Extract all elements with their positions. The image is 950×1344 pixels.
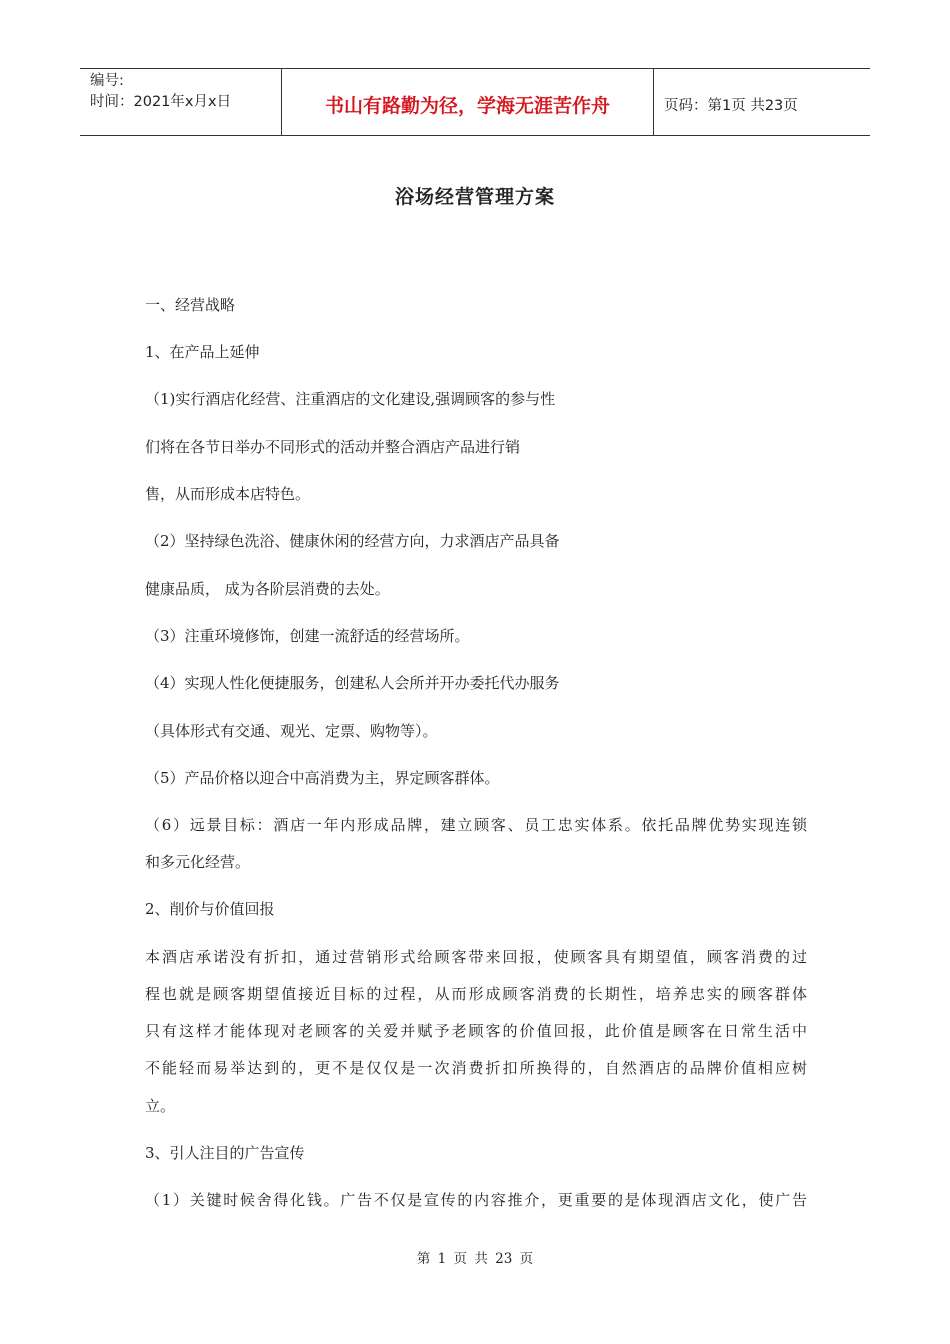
text-line: （5）产品价格以迎合中高消费为主，界定顾客群体。: [145, 769, 500, 787]
header-page-info: 页码：第1页 共23页: [664, 97, 798, 114]
date-label: 时间：2021年x月x日: [90, 94, 232, 110]
text-line: （4）实现人性化便捷服务，创建私人会所并开办委托代办服务: [145, 674, 560, 692]
page-header: [80, 68, 870, 136]
text-line: （2）坚持绿色洗浴、健康休闲的经营方向，力求酒店产品具备: [145, 532, 560, 550]
text-line: （3）注重环境修饰，创建一流舒适的经营场所。: [145, 627, 470, 645]
text-line: 不能轻而易举达到的，更不是仅仅是一次消费折扣所换得的，自然酒店的品牌价值相应树: [145, 1059, 807, 1077]
section-heading: 一、经营战略: [145, 296, 236, 314]
text-line: 本酒店承诺没有折扣，通过营销形式给顾客带来回报，使顾客具有期望值，顾客消费的过: [145, 948, 807, 966]
text-line: （1）关键时候舍得化钱。广告不仅是宣传的内容推介，更重要的是体现酒店文化，使广告: [145, 1191, 807, 1209]
page-footer: 第 1 页 共 23 页: [416, 1251, 534, 1267]
text-line: 健康品质， 成为各阶层消费的去处。: [145, 580, 390, 598]
text-line: （1)实行酒店化经营、注重酒店的文化建设,强调顾客的参与性: [145, 390, 556, 408]
text-line: 立。: [145, 1097, 176, 1115]
text-line: （6）远景目标：酒店一年内形成品牌，建立顾客、员工忠实体系。依托品牌优势实现连锁: [145, 816, 807, 834]
subsection-heading: 2、削价与价值回报: [145, 900, 275, 918]
text-line: 们将在各节日举办不同形式的活动并整合酒店产品进行销: [145, 438, 521, 456]
text-line: 和多元化经营。: [145, 853, 251, 871]
document-title: 浴场经营管理方案: [394, 186, 555, 208]
text-line: （具体形式有交通、观光、定票、购物等）。: [145, 722, 438, 740]
serial-label: 编号:: [90, 73, 124, 89]
header-meta: [80, 69, 282, 135]
header-motto: 书山有路勤为径，学海无涯苦作舟: [282, 69, 654, 135]
text-line: 只有这样才能体现对老顾客的关爱并赋予老顾客的价值回报，此价值是顾客在日常生活中: [145, 1022, 807, 1040]
subsection-heading: 3、引人注目的广告宣传: [145, 1144, 305, 1162]
subsection-heading: 1、在产品上延伸: [145, 343, 260, 361]
text-line: 售，从而形成本店特色。: [145, 485, 311, 503]
text-line: 程也就是顾客期望值接近目标的过程，从而形成顾客消费的长期性，培养忠实的顾客群体: [145, 985, 807, 1003]
